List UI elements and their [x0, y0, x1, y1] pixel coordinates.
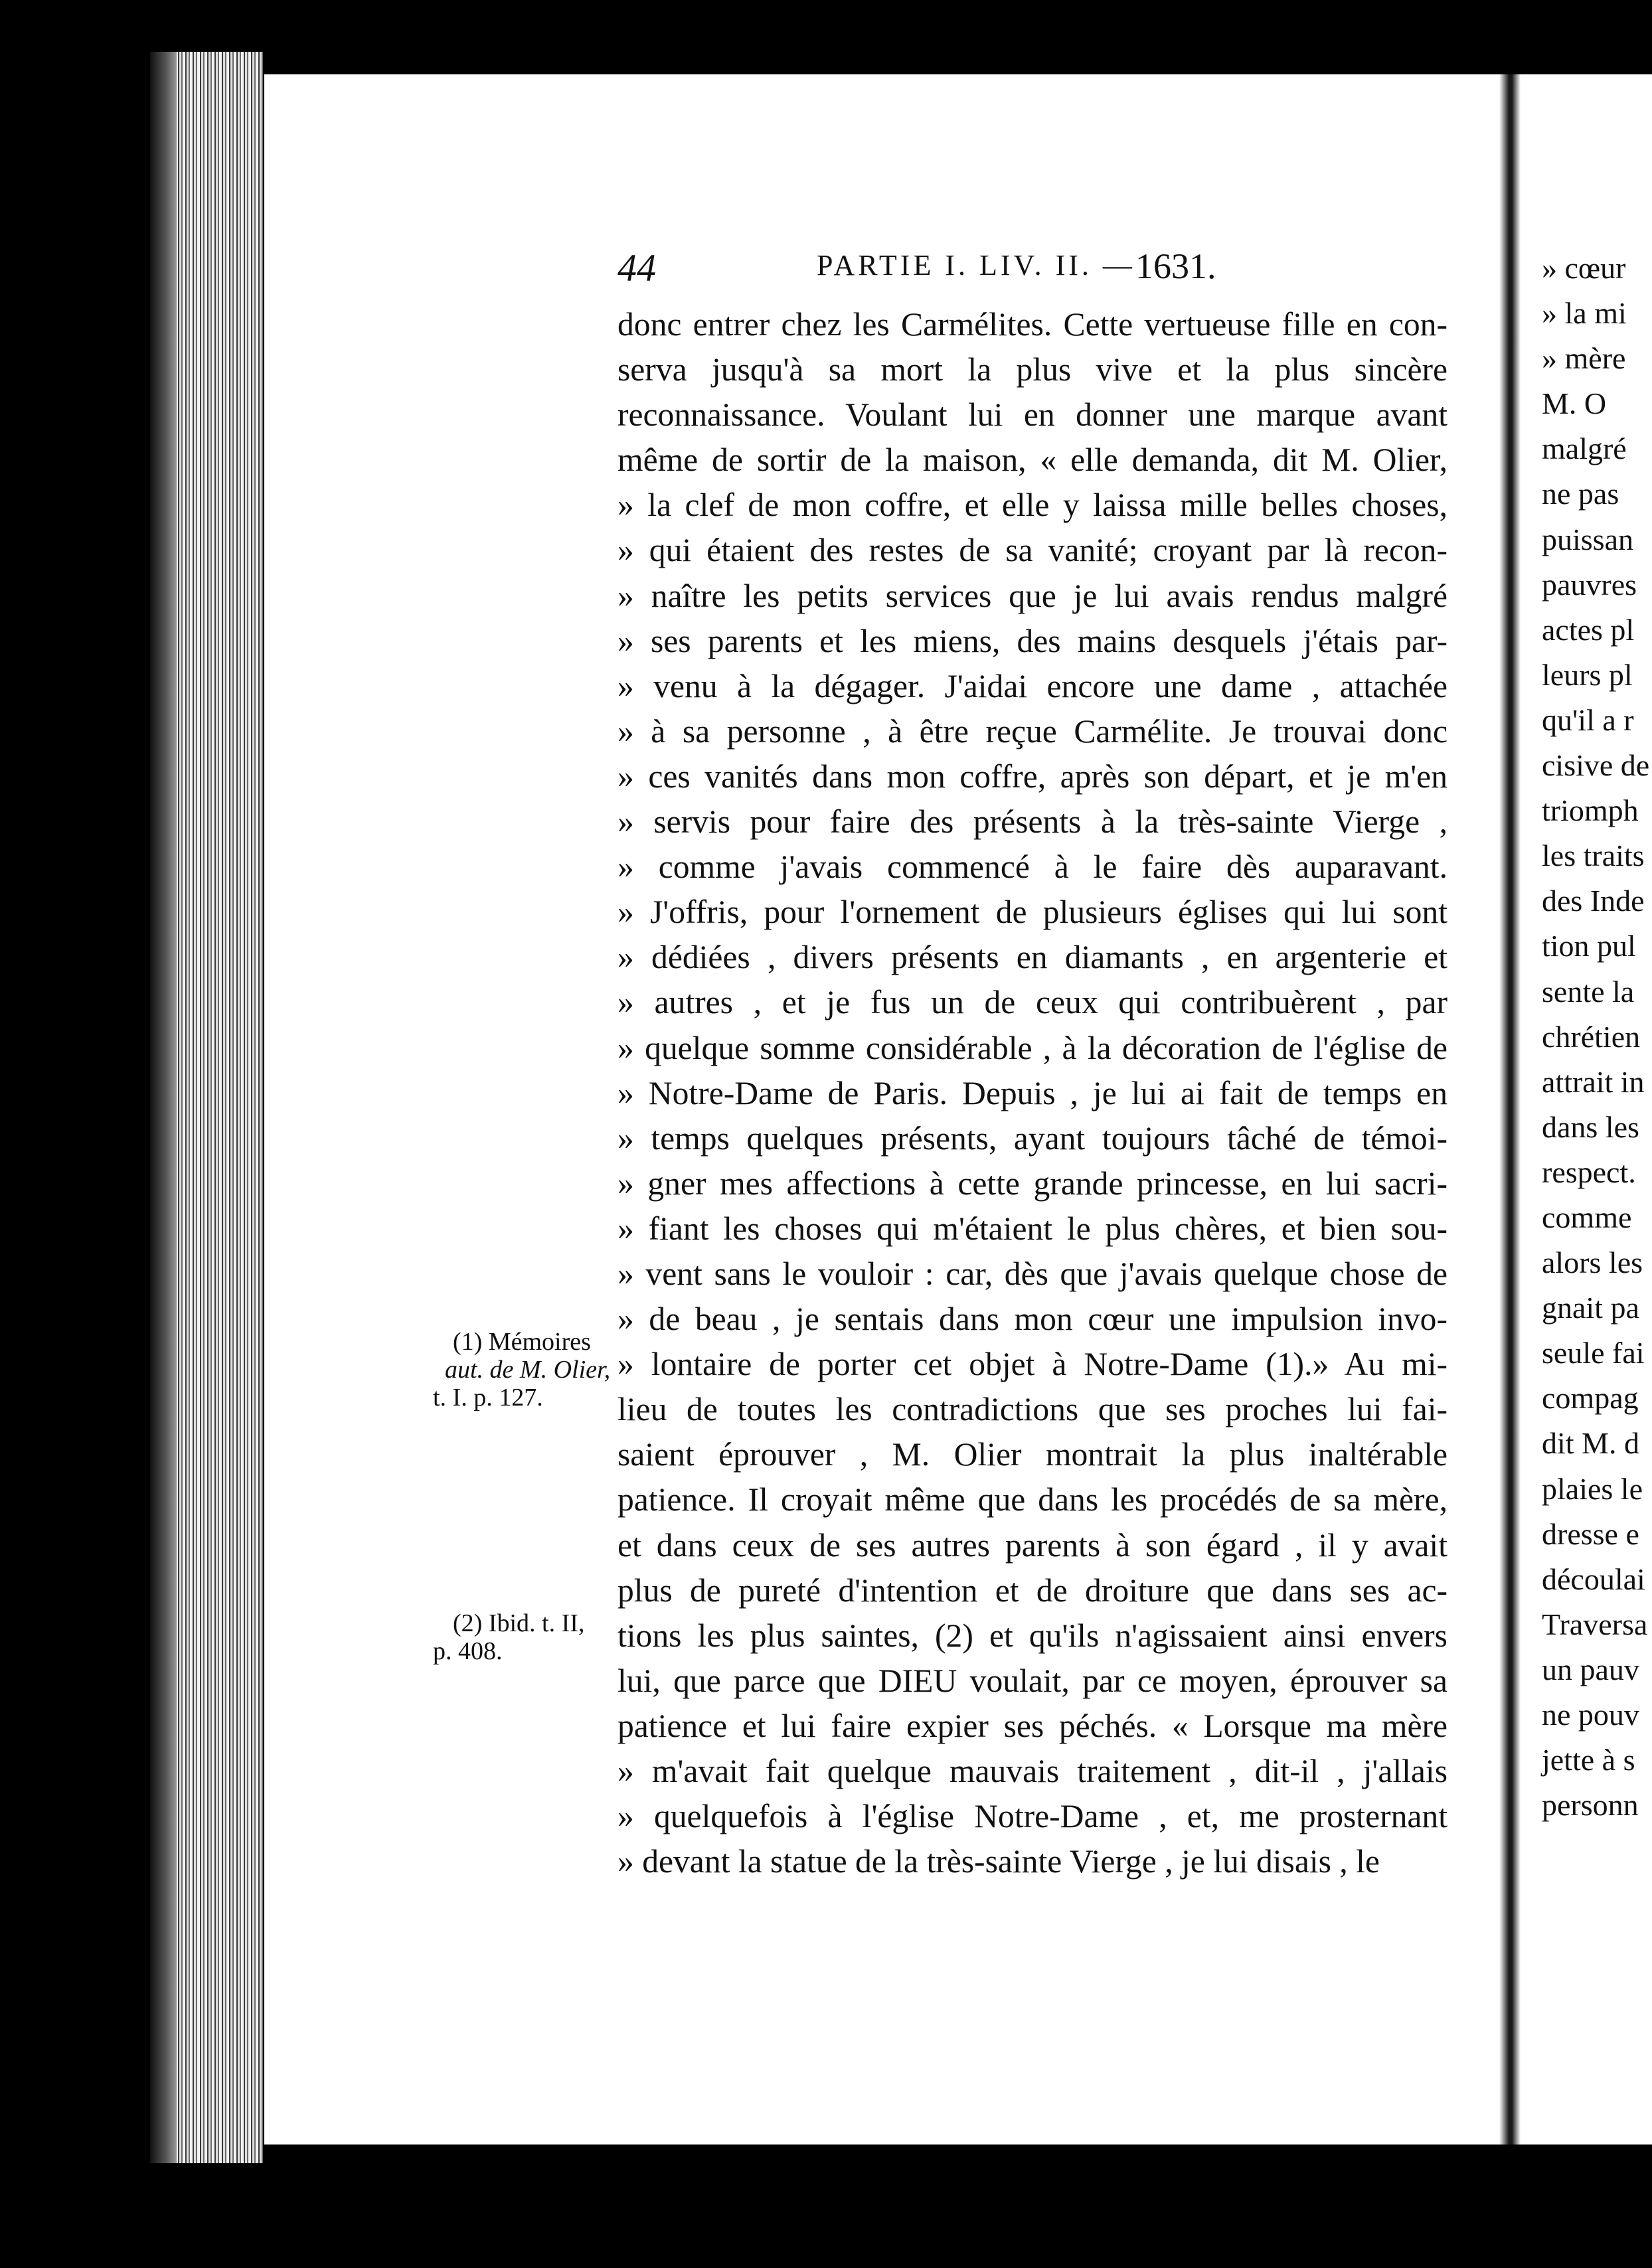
- text-line: patience et lui faire expier ses péchés. « Lorsque ma mère: [618, 1707, 1447, 1744]
- right-page-line: personn: [1542, 1788, 1639, 1822]
- right-page-line: chrétien: [1542, 1019, 1641, 1054]
- footnote-line: aut. de M. Olier,: [445, 1356, 611, 1384]
- right-page-line: dresse e: [1542, 1516, 1639, 1551]
- book-spine-shadow: [150, 52, 177, 2163]
- footnote-line: (2) Ibid. t. II,: [453, 1609, 585, 1637]
- text-line: » la clef de mon coffre, et elle y laissa mille belles choses,: [618, 487, 1447, 524]
- right-page-line: malgré: [1542, 432, 1627, 466]
- footnote-line: p. 408.: [433, 1637, 503, 1665]
- footnote-line: (1) Mémoires: [453, 1328, 591, 1356]
- text-line: donc entrer chez les Carmélites. Cette vertueuse fille en con-: [618, 306, 1447, 343]
- footnote-line: t. I. p. 127.: [433, 1384, 543, 1412]
- text-line: » venu à la dégager. J'aidai encore une dame , attachée: [618, 667, 1447, 704]
- text-line: » J'offris, pour l'ornement de plusieurs églises qui lui sont: [618, 894, 1447, 931]
- text-line: » comme j'avais commencé à le faire dès auparavant.: [618, 849, 1447, 886]
- header-year: 1631.: [1135, 246, 1216, 286]
- text-line: » de beau , je sentais dans mon cœur une impulsion invo-: [618, 1301, 1447, 1338]
- text-line: » servis pour faire des présents à la très-sainte Vierge ,: [618, 803, 1447, 841]
- footnote-1: [433, 1328, 610, 1412]
- running-title: PARTIE I. LIV. II. —: [817, 249, 1135, 282]
- right-page-line: compag: [1542, 1381, 1639, 1416]
- right-page-line: tion pul: [1542, 929, 1636, 963]
- text-line: lui, que parce que DIEU voulait, par ce moyen, éprouver sa: [618, 1662, 1447, 1699]
- text-line: » quelque somme considérable , à la décoration de l'église de: [618, 1029, 1447, 1066]
- text-line: » naître les petits services que je lui avais rendus malgré: [618, 577, 1447, 614]
- right-page-line: Traversa: [1542, 1607, 1648, 1641]
- right-page-line: découlai: [1542, 1562, 1645, 1596]
- right-page-line: jette à s: [1542, 1743, 1635, 1777]
- right-page-line: sente la: [1542, 974, 1635, 1009]
- right-page-line: M. O: [1542, 386, 1607, 421]
- text-line: » Notre-Dame de Paris. Depuis , je lui ai fait de temps en: [618, 1074, 1447, 1111]
- right-page-line: un pauv: [1542, 1652, 1639, 1686]
- text-line: même de sortir de la maison, « elle demanda, dit M. Olier,: [618, 442, 1447, 479]
- right-page-line: triomph: [1542, 793, 1639, 828]
- page-number: 44: [618, 246, 656, 289]
- text-line: » ces vanités dans mon coffre, après son départ, et je m'en: [618, 758, 1447, 795]
- text-line: » devant la statue de la très-sainte Vierge , je lui disais , le: [618, 1843, 1380, 1880]
- right-page-line: pauvres: [1542, 567, 1637, 602]
- text-line: » qui étaient des restes de sa vanité; croyant par là recon-: [618, 532, 1447, 569]
- text-line: » gner mes affections à cette grande princesse, en lui sacri-: [618, 1165, 1447, 1202]
- text-line: patience. Il croyait même que dans les procédés de sa mère,: [618, 1481, 1447, 1518]
- right-page-line: » mère: [1542, 341, 1626, 376]
- right-page-line: gnait pa: [1542, 1291, 1639, 1325]
- text-line: » à sa personne , à être reçue Carmélite. Je trouvai donc: [618, 712, 1447, 750]
- footnote-2: [433, 1609, 584, 1665]
- right-page-line: comme: [1542, 1200, 1632, 1234]
- book-gutter: [1499, 74, 1521, 2145]
- right-page-line: ne pas: [1542, 477, 1619, 511]
- text-line: » autres , et je fus un de ceux qui contribuèrent , par: [618, 984, 1447, 1021]
- text-line: et dans ceux de ses autres parents à son égard , il y avait: [618, 1526, 1447, 1564]
- text-line: » temps quelques présents, ayant toujours tâché de témoi-: [618, 1119, 1447, 1157]
- right-page-line: dit M. d: [1542, 1426, 1639, 1461]
- text-line: » lontaire de porter cet objet à Notre-Dame (1).» Au mi-: [618, 1346, 1447, 1383]
- right-page-text: [1542, 246, 1649, 1828]
- right-page-line: cisive de: [1542, 748, 1650, 783]
- text-line: serva jusqu'à sa mort la plus vive et la plus sincère: [618, 351, 1447, 388]
- right-page-line: » la mi: [1542, 296, 1627, 331]
- right-page-line: attrait in: [1542, 1064, 1645, 1099]
- right-page-line: actes pl: [1542, 612, 1635, 647]
- right-page-line: respect.: [1542, 1155, 1636, 1189]
- text-line: » fiant les choses qui m'étaient le plus chères, et bien sou-: [618, 1210, 1447, 1247]
- right-page-line: les traits: [1542, 839, 1645, 873]
- right-page-line: seule fai: [1542, 1336, 1645, 1370]
- main-text: [618, 302, 1447, 1884]
- text-line: » m'avait fait quelque mauvais traitement , dit-il , j'allais: [618, 1753, 1447, 1789]
- right-page-line: plaies le: [1542, 1471, 1643, 1506]
- text-line: » vent sans le vouloir : car, dès que j'avais quelque chose de: [618, 1255, 1447, 1292]
- right-page-line: dans les: [1542, 1109, 1639, 1144]
- right-page-line: qu'il a r: [1542, 702, 1634, 737]
- text-line: » quelquefois à l'église Notre-Dame , et, me prosternant: [618, 1798, 1447, 1835]
- right-page-line: des Inde: [1542, 884, 1645, 918]
- right-page-line: alors les: [1542, 1246, 1643, 1280]
- text-line: plus de pureté d'intention et de droiture que dans ses ac-: [618, 1572, 1447, 1609]
- right-page-line: ne pouv: [1542, 1698, 1639, 1732]
- page-header: [618, 246, 1447, 292]
- text-line: saient éprouver , M. Olier montrait la plus inaltérable: [618, 1436, 1447, 1473]
- text-line: » ses parents et les miens, des mains desquels j'étais par-: [618, 622, 1447, 659]
- right-page-line: puissan: [1542, 522, 1633, 556]
- text-line: » dédiées , divers présents en diamants , en argenterie et: [618, 939, 1447, 976]
- text-line: tions les plus saintes, (2) et qu'ils n'agissaient ainsi envers: [618, 1617, 1447, 1654]
- right-page-line: » cœur: [1542, 251, 1626, 285]
- text-line: lieu de toutes les contradictions que ses proches lui fai-: [618, 1391, 1447, 1428]
- text-line: reconnaissance. Voulant lui en donner une marque avant: [618, 396, 1447, 434]
- right-page-line: leurs pl: [1542, 657, 1633, 692]
